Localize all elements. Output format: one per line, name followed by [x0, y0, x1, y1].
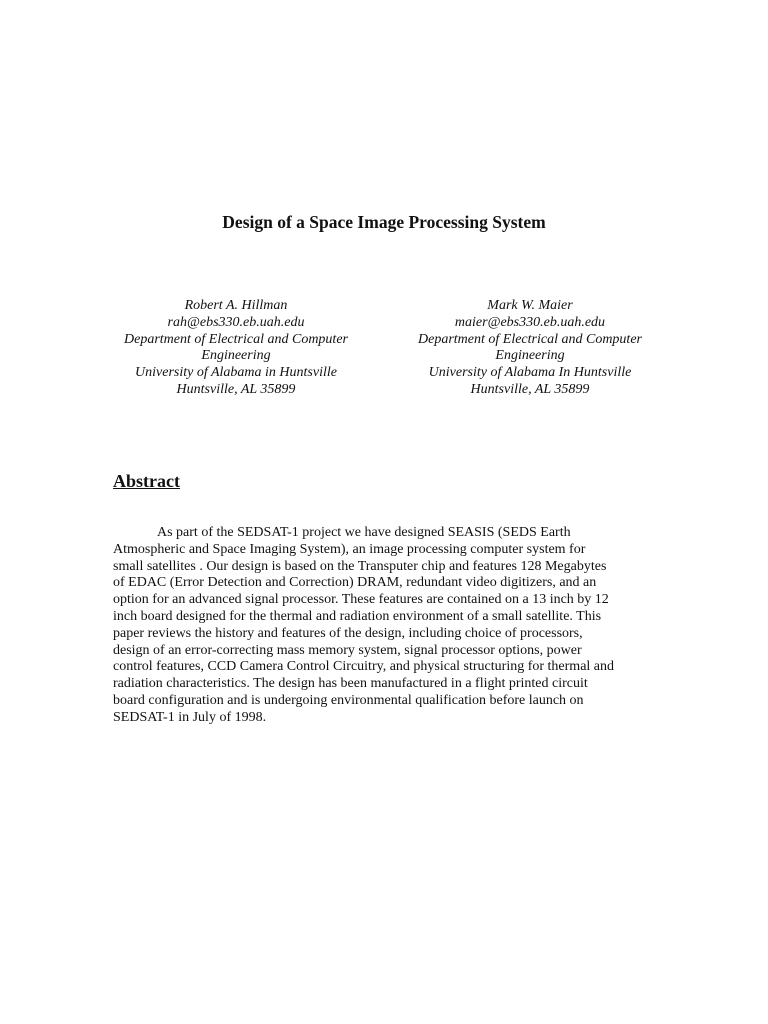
abstract-line: paper reviews the history and features of the design, including choice of processors, [113, 625, 583, 641]
author-email: maier@ebs330.eb.uah.edu [454, 314, 606, 330]
abstract-line: design of an error-correcting mass memory system, signal processor options, power [113, 642, 582, 658]
abstract-line: small satellites . Our design is based on the Transputer chip and features 128 Megabytes [113, 558, 607, 574]
author-department: Department of Electrical and Computer [418, 331, 642, 347]
author-department-continued: Engineering [495, 348, 565, 364]
abstract-line: SEDSAT-1 in July of 1998. [113, 709, 267, 725]
author-address: Huntsville, AL 35899 [176, 381, 296, 397]
abstract-line: option for an advanced signal processor. These features are contained on a 13 inch by 12 [113, 592, 609, 608]
abstract-line: inch board designed for the thermal and radiation environment of a small satellite. This [113, 608, 602, 624]
author-block-2 [400, 298, 660, 399]
abstract-line: control features, CCD Camera Control Circuitry, and physical structuring for thermal and [113, 659, 615, 675]
author-university: University of Alabama In Huntsville [428, 365, 632, 381]
abstract-line: of EDAC (Error Detection and Correction) DRAM, redundant video digitizers, and an [113, 575, 597, 591]
abstract-line: board configuration and is undergoing environmental qualification before launch on [113, 692, 584, 708]
author-department: Department of Electrical and Computer [124, 331, 348, 347]
abstract-body [113, 525, 661, 727]
author-address: Huntsville, AL 35899 [470, 381, 590, 397]
author-block-1 [106, 298, 366, 399]
author-name: Robert A. Hillman [184, 298, 288, 313]
abstract-line: As part of the SEDSAT-1 project we have designed SEASIS (SEDS Earth [157, 525, 571, 540]
abstract-line: radiation characteristics. The design has been manufactured in a flight printed circuit [113, 676, 588, 692]
author-name: Mark W. Maier [487, 298, 573, 313]
abstract-line: Atmospheric and Space Imaging System), an image processing computer system for [113, 541, 586, 557]
abstract-heading: Abstract [113, 471, 180, 491]
author-university: University of Alabama in Huntsville [135, 365, 337, 381]
author-email: rah@ebs330.eb.uah.edu [167, 314, 305, 330]
author-department-continued: Engineering [201, 348, 271, 364]
paper-title: Design of a Space Image Processing System [222, 212, 546, 232]
